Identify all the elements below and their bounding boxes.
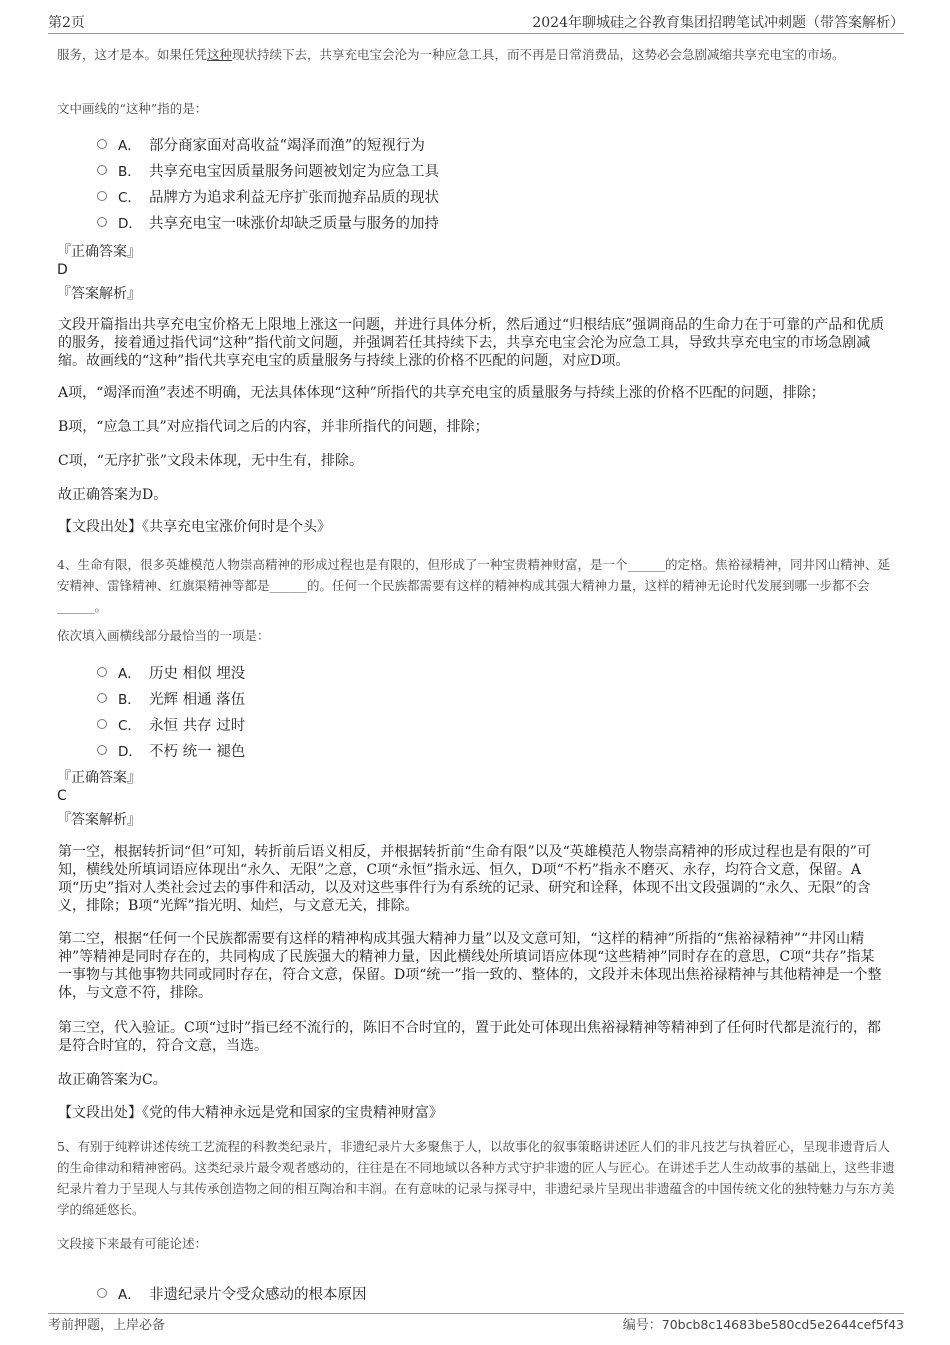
q4-analysis-p1: 第一空，根据转折词“但”可知，转折前后语义相反，并根据转折前“生命有限”以及“英雄模范人物崇高精神的形成过程也是有限的”可知，横线处所填词语应体现出“永久、无限”之意，C项“永恒”指永远、恒久，D项“不朽”指永不磨灭、永存，均符合文意，保留。A项“历史”指对人类社会过去的事件和活动，以及对这些事件行为有系统的记录、研究和诠释，体现不出文段强调的“永久、无限”的含义，排除；B项“光辉”指光明、灿烂，与文意无关，排除。 <box>58 844 871 914</box>
q4-option-b[interactable]: B． 光辉 相通 落伍 <box>97 688 245 708</box>
underlined-phrase: 这种 <box>207 47 233 62</box>
q4-prompt: 依次填入画横线部分最恰当的一项是： <box>57 628 270 643</box>
q4-analysis-label: 『答案解析』 <box>57 812 141 828</box>
q3-option-a[interactable]: A． 部分商家面对高收益“竭泽而渔”的短视行为 <box>97 134 425 154</box>
radio-icon[interactable] <box>97 165 107 175</box>
radio-icon[interactable] <box>97 745 107 755</box>
radio-icon[interactable] <box>97 139 107 149</box>
blank-1: ______ <box>627 557 665 572</box>
q3-option-b[interactable]: B． 共享充电宝因质量服务问题被划定为应急工具 <box>97 160 439 180</box>
q3-analysis-p3: B项，“应急工具”对应指代词之后的内容，并非所指代的问题，排除； <box>58 419 489 435</box>
radio-icon[interactable] <box>97 217 107 227</box>
q3-analysis-p1: 文段开篇指出共享充电宝价格无上限地上涨这一问题，并进行具体分析，然后通过“归根结底”强调商品的生命力在于可靠的产品和优质的服务，接着通过指代词“这种”指代前文问题，并强调若任其持续下去，共享充电宝会沦为应急工具，导致共享充电宝的市场急剧减缩。故画线的“这种”指代共享充电宝的质量服务与持续上涨的价格不匹配的问题，对应D项。 <box>58 317 885 369</box>
passage-continuation: 服务，这才是本。如果任凭这种现状持续下去，共享充电宝会沦为一种应急工具，而不再是日常消费品，这势必会急剧减缩共享充电宝的市场。 <box>57 47 845 62</box>
radio-icon[interactable] <box>97 191 107 201</box>
q4-conclusion: 故正确答案为C。 <box>58 1072 167 1088</box>
q5-stem: 5、有别于纯粹讲述传统工艺流程的科教类纪录片，非遗纪录片大多聚焦于人，以故事化的叙事策略讲述匠人们的非凡技艺与执着匠心，呈现非遗背后人的生命律动和精神密码。这类纪录片最令观者感动的，往往是在不同地域以各种方式守护非遗的匠人与匠心。在讲述手艺人生动故事的基础上，这些非遗纪录片着力于呈现人与其传承创造物之间的相互陶冶和丰润。在有意味的记录与探寻中，非遗纪录片呈现出非遗蕴含的中国传统文化的独特魅力与东方美学的绵延悠长。 <box>57 1139 895 1217</box>
radio-icon[interactable] <box>97 719 107 729</box>
q3-conclusion: 故正确答案为D。 <box>58 487 168 503</box>
q4-stem: 4、生命有限，很多英雄模范人物崇高精神的形成过程也是有限的，但形成了一种宝贵精神财富，是一个______的定格。焦裕禄精神，同井冈山精神、延安精神、雷锋精神、红旗渠精神等都是______的。任何一个民族都需要有这样的精神构成其强大精神力量，这样的精神无论时代发展到哪一步都不会______。 <box>57 557 890 614</box>
q4-analysis-p3: 第三空，代入验证。C项“过时”指已经不流行的，陈旧不合时宜的，置于此处可体现出焦裕禄精神等精神到了任何时代都是流行的，都是符合时宜的，符合文意，当选。 <box>58 1020 882 1054</box>
q5-option-a[interactable]: A． 非遗纪录片令受众感动的根本原因 <box>97 1283 367 1303</box>
q3-option-d[interactable]: D． 共享充电宝一味涨价却缺乏质量与服务的加持 <box>97 212 439 232</box>
radio-icon[interactable] <box>97 1288 107 1298</box>
blank-2: ______ <box>269 578 308 593</box>
q4-option-a[interactable]: A． 历史 相似 埋没 <box>97 662 245 682</box>
q4-answer-label: 『正确答案』 <box>57 770 141 786</box>
header-divider <box>48 33 904 34</box>
q4-analysis-p2: 第二空，根据“任何一个民族都需要有这样的精神构成其强大精神力量”以及文意可知，“这样的精神”所指的“焦裕禄精神”“井冈山精神”等精神是同时存在的，共同构成了民族强大的精神力量，因此横线处所填词语应体现“这些精神”同时存在的意思，C项“共存”指某一事物与其他事物共同或同时存在，符合文意，保留。D项“统一”指一致的、整体的，文段并未体现出焦裕禄精神与其他精神是一个整体，与文意不符，排除。 <box>58 931 882 1001</box>
radio-icon[interactable] <box>97 693 107 703</box>
q5-prompt: 文段接下来最有可能论述： <box>57 1236 208 1251</box>
q3-analysis-p2: A项，“竭泽而渔”表述不明确，无法具体体现“这种”所指代的共享充电宝的质量服务与持续上涨的价格不匹配的问题，排除； <box>58 385 825 401</box>
q4-option-c[interactable]: C． 永恒 共存 过时 <box>97 714 245 734</box>
q4-answer: C <box>57 788 67 804</box>
q3-answer: D <box>57 262 68 278</box>
q3-answer-label: 『正确答案』 <box>57 244 141 260</box>
document-title: 2024年聊城硅之谷教育集团招聘笔试冲刺题（带答案解析） <box>532 15 904 31</box>
q3-source: 【文段出处】《共享充电宝涨价何时是个头》 <box>58 519 331 535</box>
q3-analysis-p4: C项，“无序扩张”文段未体现，无中生有，排除。 <box>58 453 364 469</box>
q3-prompt: 文中画线的“这种”指的是： <box>57 101 208 116</box>
page-number: 第2页 <box>48 15 85 31</box>
blank-3: ______ <box>57 599 95 614</box>
q3-option-c[interactable]: C． 品牌方为追求利益无序扩张而抛弃品质的现状 <box>97 186 439 206</box>
document-code: 编号：70bcb8c14683be580cd5e2644cef5f43 <box>622 1317 904 1333</box>
q4-source: 【文段出处】《党的伟大精神永远是党和国家的宝贵精神财富》 <box>58 1105 443 1121</box>
footer-slogan: 考前押题，上岸必备 <box>48 1318 166 1333</box>
q3-analysis-label: 『答案解析』 <box>57 286 141 302</box>
radio-icon[interactable] <box>97 667 107 677</box>
q4-option-d[interactable]: D． 不朽 统一 褪色 <box>97 740 245 760</box>
